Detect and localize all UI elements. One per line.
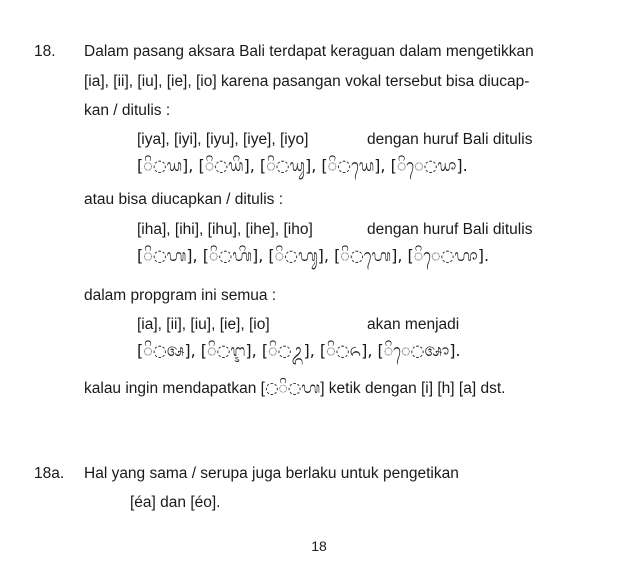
text-before: kalau ingin mendapatkan [ — [84, 380, 265, 397]
paragraph-line: Dalam pasang aksara Bali terdapat keraguan dalam mengetikkan — [84, 43, 534, 60]
page-number: 18 — [311, 538, 327, 554]
bali-note: dengan huruf Bali ditulis — [367, 131, 533, 148]
latin-pairs-ih: [iha], [ihi], [ihu], [ihe], [iho] — [137, 221, 313, 238]
paragraph-line: [ia], [ii], [iu], [ie], [io] karena pasangan vokal tersebut bisa diucap- — [84, 73, 530, 90]
latin-pairs-i: [ia], [ii], [iu], [ie], [io] — [137, 316, 270, 333]
latin-pairs-iy: [iya], [iyi], [iyu], [iye], [iyo] — [137, 131, 309, 148]
item-number: 18. — [34, 43, 56, 60]
bali-note: akan menjadi — [367, 316, 460, 333]
bali-script-iy: [◌ᬶ◌ᬬ], [◌ᬶ◌ᬬᬶ], [◌ᬶ◌ᬬᬸ], [◌ᬶ◌ᬬᬾ], [◌ᬶᬾ◌ᬬᬵ]. — [137, 156, 468, 175]
bali-glyph: ◌ᬶ◌ᬳ — [264, 379, 321, 397]
paragraph-line: [éa] dan [éo]. — [130, 494, 221, 511]
paragraph-line: Hal yang sama / serupa juga berlaku untuk pengetikan — [84, 465, 459, 482]
paragraph-line: atau bisa diucapkan / ditulis : — [84, 191, 284, 208]
paragraph-line: kan / ditulis : — [84, 102, 171, 119]
item-number: 18a. — [34, 465, 65, 482]
paragraph-line: dalam propgram ini semua : — [84, 287, 277, 304]
bali-script-i: [◌ᬶ◌ᬅ], [◌ᬶ◌ᬇ], [◌ᬶ◌ᬉ], [◌ᬶ◌ᬏ], [◌ᬶᬾ◌ᬆ]. — [137, 341, 461, 360]
bali-note: dengan huruf Bali ditulis — [367, 221, 533, 238]
bali-script-ih: [◌ᬶ◌ᬳ], [◌ᬶ◌ᬳᬶ], [◌ᬶ◌ᬳᬸ], [◌ᬶ◌ᬳᬾ], [◌ᬶᬾ◌ᬳᬵ]. — [137, 246, 490, 265]
text-after: ] ketik dengan [i] [h] [a] dst. — [320, 380, 506, 397]
paragraph-line — [84, 378, 505, 399]
